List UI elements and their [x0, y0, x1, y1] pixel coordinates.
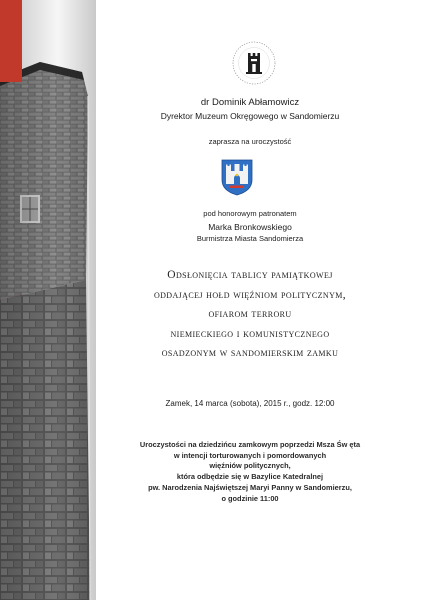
event-date: Zamek, 14 marca (sobota), 2015 r., godz. 12:00 — [165, 399, 335, 408]
mass-details — [100, 440, 400, 504]
headline-line: niemieckiego i komunistycznego — [170, 327, 330, 340]
patron-title: Burmistrza Miasta Sandomierza — [196, 234, 304, 243]
invitation-line: zaprasza na uroczystość — [208, 137, 292, 146]
event-headline — [100, 266, 400, 364]
patronage-label: pod honorowym patronatem — [203, 209, 297, 218]
headline-line: ofiarom terroru — [208, 308, 292, 320]
museum-logo-icon — [231, 40, 277, 86]
headline-line: osadzonym w sandomierskim zamku — [161, 347, 339, 359]
details-line: która odbędzie się w Bazylice Katedralnej — [176, 472, 324, 482]
sandomierz-coat-of-arms-icon — [220, 158, 254, 196]
headline-line: oddającej hołd więźniom politycznym, — [153, 288, 347, 301]
details-line: pw. Narodzenia Najświętszej Maryi Panny w Sandomierzu, — [148, 482, 352, 492]
details-line: w intencji torturowanych i pomordowanych — [173, 450, 327, 460]
host-title: Dyrektor Muzeum Okręgowego w Sandomierzu — [160, 111, 340, 121]
headline-line: Odsłonięcia tablicy pamiątkowej — [167, 269, 333, 281]
details-line: o godzinie 11:00 — [221, 493, 279, 503]
details-line: więźniów politycznych, — [209, 461, 291, 471]
host-name: dr Dominik Abłamowicz — [200, 97, 300, 108]
invitation-content — [100, 0, 400, 600]
patron-name: Marka Bronkowskiego — [208, 222, 292, 232]
details-line: Uroczystości na dziedzińcu zamkowym poprzedzi Msza Św ęta — [139, 440, 361, 449]
castle-tower-image — [0, 0, 96, 600]
